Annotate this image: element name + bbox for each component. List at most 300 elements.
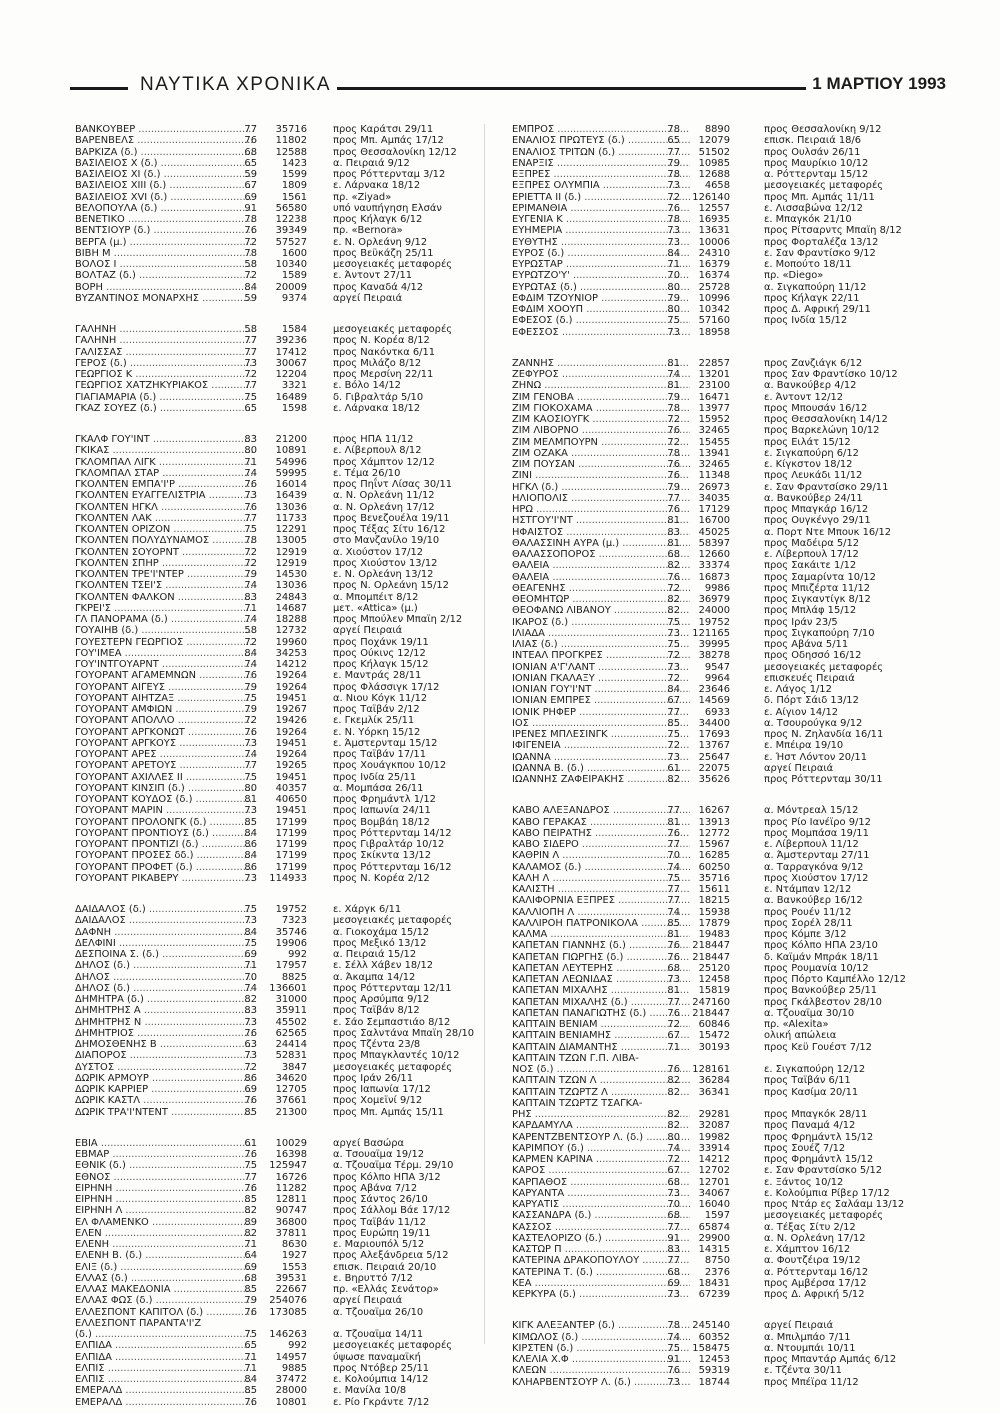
destination: ε. Μπαγκόκ 21/10	[764, 214, 852, 225]
ship-row	[512, 805, 917, 816]
ship-row	[512, 369, 917, 380]
build-year: 70	[667, 850, 680, 862]
tonnage: 25120	[698, 962, 730, 974]
ship-row	[512, 470, 917, 481]
tonnage: 16014	[275, 479, 307, 490]
build-year: 81	[667, 985, 680, 997]
destination: προς Χομεϊνί 9/12	[333, 1095, 423, 1107]
ship-name: ΙΟΝΙΑΝ ΓΟΥ'Ι'ΝΤ .....	[512, 684, 690, 695]
ship-row	[512, 448, 917, 459]
ship-name: ΔΩΡΙΚ ΤΡΑ'Ι'ΝΤΕΝΤ .....	[75, 1107, 253, 1118]
ship-row	[512, 740, 917, 751]
ship-name: ΚΑΠΤΑΙΝ ΤΖΩΝ Λ .....	[512, 1075, 690, 1086]
ship-name: ΓΟΥΟΡΑΝΤ ΑΧΙΛΛΕΣ ΙΙ .....	[75, 772, 253, 783]
left-column	[75, 124, 480, 1428]
destination: α. Φουτζέιρα 19/12	[764, 1255, 861, 1267]
tonnage: 19752	[698, 616, 730, 628]
destination: προς Ρουέν 11/12	[764, 906, 852, 918]
build-year: 76	[244, 1095, 257, 1107]
destination: α. Μόντρεαλ 15/12	[764, 805, 859, 817]
ship-row	[75, 760, 480, 771]
destination: α. Ν. Ορλεάνη 17/12	[764, 1232, 866, 1244]
build-year: 76	[667, 1064, 680, 1075]
ship-name: ΓΟΥΟΡΑΝΤ ΠΡΟΦΕΤ (δ.) .....	[75, 862, 253, 873]
tonnage: 19960	[275, 636, 307, 648]
build-year: 72	[244, 270, 257, 282]
destination: α. Γιοκοχάμα 15/12	[333, 926, 430, 938]
build-year: 85	[244, 1106, 257, 1118]
build-year: 91	[667, 1232, 680, 1244]
ship-name: ΖΕΦΥΡΟΣ .....	[512, 369, 690, 380]
destination: ολική απώλεια	[764, 1030, 837, 1042]
build-year: 75	[244, 1329, 257, 1340]
ship-name: ΓΚΟΛΝΤΕΝ ΦΑΛΚΟΝ .....	[75, 592, 253, 603]
destination: ε. Λίβερπουλ 11/12	[764, 839, 859, 850]
ship-row	[512, 895, 917, 906]
ship-row	[75, 248, 480, 259]
ship-name: ΓΟΥΟΡΑΝΤ ΜΑΡΙΝ .....	[75, 805, 253, 816]
build-year: 77	[244, 1171, 257, 1183]
ship-row	[75, 873, 480, 884]
column-divider	[484, 124, 485, 1344]
destination: προς Χουάγκπου 10/12	[333, 760, 447, 772]
tonnage: 19906	[275, 937, 307, 949]
tonnage: 12702	[698, 1165, 730, 1177]
tonnage: 17129	[698, 504, 730, 515]
destination: ε. Βόλο 14/12	[333, 380, 401, 392]
tonnage: 10891	[275, 445, 307, 457]
ship-row	[75, 1363, 480, 1374]
tonnage: 14687	[275, 602, 307, 614]
ship-name: ΖΙΜ ΚΑΟΣΙΟΥΓΚ .....	[512, 414, 690, 425]
tonnage: 45025	[698, 526, 730, 538]
ship-name: ΕΛ ΦΛΑΜΕΝΚΟ .....	[75, 1217, 253, 1228]
destination: προς Σαν Φραντίσκο 10/12	[764, 369, 898, 380]
tonnage: 37661	[275, 1095, 307, 1107]
ship-name: ΒΑΣΙΛΕΙΟΣ ΧΙ (δ.) .....	[75, 169, 253, 180]
ship-row	[512, 1075, 917, 1086]
build-year: 59	[244, 292, 257, 304]
build-year: 67	[667, 695, 680, 707]
build-year: 84	[244, 850, 257, 862]
ship-row	[75, 1374, 480, 1385]
destination: προς Ινδία 25/11	[333, 771, 417, 783]
ship-row	[512, 929, 917, 940]
ship-row	[75, 805, 480, 816]
build-year: 72	[244, 1061, 257, 1073]
build-year: 71	[244, 456, 257, 468]
ship-row	[512, 695, 917, 706]
tonnage: 34620	[275, 1072, 307, 1084]
build-year: 63	[244, 1039, 257, 1050]
ship-row	[75, 614, 480, 625]
ship-name: ΓΚΟΛΝΤΕΝ ΤΣΕΙ'Σ .....	[75, 580, 253, 591]
ship-row	[75, 225, 480, 236]
ship-name: ΙΟΝΙΑΝ ΓΚΑΛΑΞΥ .....	[512, 673, 690, 684]
tonnage: 14530	[275, 569, 307, 580]
ship-row	[512, 985, 917, 996]
tonnage: 24843	[275, 591, 307, 603]
destination: α. Νιου Κόγκ 11/12	[333, 692, 428, 704]
ship-name: ΚΑΠΕΤΑΝ ΓΙΩΡΓΗΣ (δ.) .....	[512, 952, 690, 963]
ship-row	[512, 1365, 917, 1376]
ship-row	[75, 1329, 480, 1340]
destination: προς Σορέλ 28/11	[764, 917, 853, 929]
tonnage: 32465	[698, 425, 730, 437]
tonnage: 39995	[698, 639, 730, 650]
tonnage: 8750	[704, 1255, 730, 1267]
ship-row	[512, 1064, 917, 1075]
ship-name: ΓΟΥΕΣΤΕΡΝ ΓΕΩΡΓΙΟΣ .....	[75, 637, 253, 648]
destination: πρ. «Bernora»	[333, 225, 403, 237]
build-year: 73	[244, 1016, 257, 1028]
ship-name: ΚΛΗΑΡΒΕΝΤΣΟΥΡ Λ. (δ.) .....	[512, 1377, 690, 1388]
destination: προς Κόλπο ΗΠΑ 3/12	[333, 1171, 441, 1183]
destination: προς Καράτσι 29/11	[333, 124, 434, 135]
build-year: 81	[667, 537, 680, 549]
build-year: 83	[667, 526, 680, 538]
destination: α. Σιγκαπούρη 11/12	[764, 281, 867, 293]
tonnage: 12079	[698, 135, 730, 147]
tonnage: 13036	[275, 501, 307, 513]
issue-date: 1 ΜΑΡΤΙΟΥ 1993	[806, 74, 946, 94]
ship-name: ΕΙΡΗΝΗ .....	[75, 1183, 253, 1194]
build-year: 77	[667, 1221, 680, 1233]
destination: μεσογειακές μεταφορές	[333, 915, 453, 927]
build-year: 77	[667, 839, 680, 850]
ship-row	[512, 650, 917, 661]
tonnage: 8890	[704, 124, 730, 135]
tonnage: 17199	[275, 827, 307, 839]
ship-name: ΔΙΑΠΟΡΟΣ .....	[75, 1050, 253, 1061]
ship-row	[75, 1039, 480, 1050]
ship-name: ΚΑΡΥΑΤΙΣ .....	[512, 1199, 690, 1210]
build-year: 77	[667, 805, 680, 817]
ship-row	[512, 527, 917, 538]
build-year: 73	[667, 661, 680, 673]
destination: προς Σουέζ 7/12	[764, 1142, 846, 1154]
ship-row	[512, 482, 917, 493]
ship-name: ΙΟΝΙΑΝ Α'Γ'ΛΑΝΤ .....	[512, 662, 690, 673]
tonnage: 59995	[275, 467, 307, 479]
tonnage: 40650	[275, 794, 307, 805]
tonnage: 19264	[275, 726, 307, 738]
ship-row	[75, 524, 480, 535]
destination: ε. Ν. Ορλεάνη 13/12	[333, 569, 434, 580]
destination: ε. Τζέντα 30/11	[764, 1365, 842, 1377]
tonnage: 16267	[698, 805, 730, 817]
tonnage: 34035	[698, 492, 730, 504]
tonnage: 12705	[275, 1084, 307, 1095]
destination: προς Ν. Κορέα 2/12	[333, 872, 430, 884]
ship-row	[512, 873, 917, 884]
destination: προς Ταϊβάν 2/12	[333, 704, 420, 715]
build-year: 72	[667, 191, 680, 203]
ship-row	[75, 1017, 480, 1028]
ship-row	[512, 459, 917, 470]
tonnage: 1599	[281, 169, 307, 180]
tonnage: 17879	[698, 917, 730, 929]
tonnage: 33914	[698, 1142, 730, 1154]
ship-name: ΚΑΠΤΑΙΝ ΤΖΩΝ Γ.Π. ΛΙΒΑ-	[512, 1052, 639, 1064]
ship-name: ΒΕΡΓΑ (μ.) .....	[75, 237, 253, 248]
destination: προς Ποχάνκ 19/11	[333, 636, 429, 648]
ship-row	[512, 225, 917, 236]
ship-row	[512, 907, 917, 918]
ship-row	[512, 918, 917, 929]
destination: ε. Λάγος 1/12	[764, 684, 832, 695]
ship-row	[75, 904, 480, 915]
tonnage: 37811	[275, 1227, 307, 1239]
ship-row	[75, 772, 480, 783]
ship-row	[512, 293, 917, 304]
ship-name: ΓΟΥΟΡΑΝΤ ΑΡΓΚΟΝΩΤ .....	[75, 727, 253, 738]
destination: α. Χιούστον 17/12	[333, 546, 424, 558]
destination: α. Άκαμπα 14/12	[333, 971, 416, 983]
ship-row	[512, 1267, 917, 1278]
ship-row	[512, 203, 917, 214]
tonnage: 15455	[698, 436, 730, 448]
build-year: 69	[244, 949, 257, 960]
ship-row	[512, 617, 917, 628]
ship-name: ΚΛΕΛΙΑ Χ.Φ .....	[512, 1354, 690, 1365]
build-year: 71	[667, 259, 680, 270]
build-year: 81	[667, 357, 680, 369]
ship-name: ΕΜΕΡΑΛΔ .....	[75, 1397, 253, 1408]
build-year: 78	[667, 402, 680, 414]
build-year: 73	[667, 225, 680, 237]
build-year: 86	[244, 861, 257, 873]
build-year: 82	[244, 1227, 257, 1239]
destination: αργεί Πειραιά	[764, 762, 834, 774]
destination: προς Ρουμανία 10/12	[764, 962, 869, 974]
ship-name: ΚΑΡΠΑΘΟΣ .....	[512, 1177, 690, 1188]
ship-name: ΕΥΘΥΤΗΣ .....	[512, 237, 690, 248]
build-year: 78	[667, 169, 680, 180]
tonnage: 992	[288, 1340, 307, 1352]
build-year: 74	[244, 659, 257, 670]
destination: μεσογειακές μεταφορές	[333, 1061, 453, 1073]
build-year: 58	[244, 625, 257, 637]
tonnage: 19451	[275, 805, 307, 817]
build-year: 82	[667, 594, 680, 605]
ship-row	[75, 547, 480, 558]
ship-row	[75, 468, 480, 479]
ship-row	[512, 147, 917, 158]
ship-row	[512, 673, 917, 684]
tonnage: 57160	[698, 315, 730, 327]
ship-name: ΚΑΛΑΜΟΣ (δ.) .....	[512, 862, 690, 873]
destination: α. Βανκούβερ 16/12	[764, 895, 863, 907]
tonnage: 28000	[275, 1385, 307, 1397]
ship-row	[75, 192, 480, 203]
destination: ε. Σαν Φραντίσκο 9/12	[764, 247, 876, 259]
build-year: 75	[244, 391, 257, 403]
ship-row	[75, 158, 480, 169]
destination: επισκευές Πειραιά	[764, 672, 855, 684]
ship-row	[75, 648, 480, 659]
destination: προς Μαδέιρα 5/12	[764, 537, 860, 549]
build-year: 73	[244, 872, 257, 884]
ship-name: ΓΚΟΛΝΤΕΝ ΟΡΙΖΟΝ .....	[75, 524, 253, 535]
destination: προς Χάμπτον 12/12	[333, 456, 435, 468]
ship-row	[75, 214, 480, 225]
build-year: 64	[244, 1250, 257, 1262]
build-year: 82	[667, 774, 680, 785]
tonnage: 17693	[698, 729, 730, 740]
ship-row	[512, 1143, 917, 1154]
build-year: 72	[244, 715, 257, 727]
build-year: 72	[244, 546, 257, 558]
ship-row	[75, 960, 480, 971]
destination: προς Σάντος 26/10	[333, 1194, 428, 1205]
right-column	[512, 124, 917, 1408]
ship-row	[75, 580, 480, 591]
ship-section	[75, 324, 480, 414]
build-year: 71	[244, 960, 257, 972]
build-year: 67	[667, 1030, 680, 1042]
build-year: 73	[667, 236, 680, 248]
ship-row	[512, 572, 917, 583]
build-year: 72	[667, 740, 680, 752]
destination: α. Τσουρούγκα 9/12	[764, 717, 863, 729]
ship-row	[75, 1138, 480, 1149]
build-year: 75	[244, 904, 257, 915]
build-year: 79	[244, 681, 257, 693]
tonnage: 4658	[704, 180, 730, 192]
destination: πρ. «Ziyad»	[333, 191, 392, 203]
ship-name: ΖΙΜ ΟΖΑΚΑ .....	[512, 448, 690, 459]
tonnage: 158475	[692, 1342, 730, 1354]
ship-row	[512, 327, 917, 338]
tonnage: 125947	[269, 1160, 307, 1172]
ship-name: ΓΟΥ'ΙΜΕΑ .....	[75, 648, 253, 659]
tonnage: 7323	[281, 915, 307, 927]
ship-name: ΔΩΡΙΚ ΚΑΣΤΛ .....	[75, 1095, 253, 1106]
ship-row	[512, 839, 917, 850]
tonnage: 12588	[275, 146, 307, 158]
build-year: 73	[667, 1289, 680, 1300]
build-year: 74	[667, 906, 680, 918]
ship-row	[75, 1228, 480, 1239]
ship-name: ΘΕΟΜΗΤΩΡ .....	[512, 594, 690, 605]
ship-name: ΘΑΛΑΣΣΙΝΗ ΑΥΡΑ (μ.) .....	[512, 538, 690, 549]
build-year: 74	[667, 1142, 680, 1154]
ship-name: ΓΟΥ'ΙΝΤΓΟΥΑΡΝΤ .....	[75, 659, 253, 670]
build-year: 84	[667, 684, 680, 695]
ship-row	[75, 637, 480, 648]
tonnage: 19982	[698, 1131, 730, 1143]
ship-row	[75, 502, 480, 513]
build-year: 68	[667, 962, 680, 974]
build-year: 77	[667, 884, 680, 895]
build-year: 71	[244, 1351, 257, 1363]
build-year: 82	[667, 1086, 680, 1098]
ship-name: ΚΑΠΕΤΑΝ ΠΑΝΑΓΙΩΤΗΣ (δ.) .....	[512, 1008, 690, 1019]
destination: προς Μπ. Αμπάς 11/11	[764, 191, 875, 203]
destination: ε. Μανίλα 10/8	[333, 1385, 407, 1397]
ship-name: ΕΒΙΑ .....	[75, 1138, 253, 1149]
destination: αργεί Πειραιά	[333, 625, 403, 637]
destination: μετ. «Attica» (μ.)	[333, 602, 418, 614]
ship-row	[75, 569, 480, 580]
tonnage: 23100	[698, 380, 730, 392]
tonnage: 34253	[275, 647, 307, 659]
ship-name: ΕΦΔΙΜ ΤΖΟΥΝΙΟΡ .....	[512, 293, 690, 304]
destination: προς Ουγκένγο 29/11	[764, 515, 871, 527]
ship-name: ΙΛΙΑΣ (δ.) .....	[512, 639, 690, 650]
ship-name: ΚΑΠΤΑΙΝ ΒΕΝΙΑΜ .....	[512, 1019, 690, 1030]
ship-row	[75, 270, 480, 281]
destination: α. Πορτ Ντε Μπουκ 16/12	[764, 526, 892, 538]
ship-row	[75, 513, 480, 524]
destination: προς Κήλαγκ 6/12	[333, 214, 423, 225]
ship-name: ΕΡΙΜΑΝΘΙΑ .....	[512, 203, 690, 214]
destination: προς Ιαπωνία 17/12	[333, 1084, 431, 1095]
ship-name: ΕΦΕΣΣΟΣ .....	[512, 327, 690, 338]
ship-name: ΔΗΜΟΣΘΕΝΗΣ Β .....	[75, 1039, 253, 1050]
ship-row	[75, 293, 480, 304]
ship-name: ΒΑΡΚΙΖΑ (δ.) .....	[75, 147, 253, 158]
destination: υπό ναυπήγηση Ελσάν	[333, 202, 442, 214]
tonnage: 13036	[275, 580, 307, 592]
destination: προς Ν. Κορέα 8/12	[333, 335, 430, 347]
build-year: 85	[244, 1284, 257, 1295]
build-year: 85	[667, 917, 680, 929]
tonnage: 16374	[698, 270, 730, 282]
ship-name: ΚΑΠΤΑΙΝ ΔΙΑΜΑΝΤΗΣ .....	[512, 1042, 690, 1053]
tonnage: 218447	[692, 951, 730, 963]
ship-row	[512, 403, 917, 414]
destination: προς Γιβραλτάρ 10/12	[333, 839, 445, 850]
ship-row	[512, 594, 917, 605]
ship-row	[75, 369, 480, 380]
ship-name: ΒΕΝΤΣΙΟΥΡ (δ.) .....	[75, 225, 253, 236]
ship-row	[512, 583, 917, 594]
build-year: 73	[244, 915, 257, 927]
build-year: 73	[667, 1187, 680, 1199]
tonnage: 128161	[692, 1064, 730, 1075]
build-year: 73	[667, 326, 680, 338]
destination: προς Θεσσαλονίκη 12/12	[333, 146, 457, 158]
ship-name: ΗΡΩ .....	[512, 504, 690, 515]
ship-row	[75, 434, 480, 445]
ship-row	[75, 1050, 480, 1061]
ship-name: ΕΝΑΛΙΟΣ ΤΡΙΤΩΝ (δ.) .....	[512, 147, 690, 158]
ship-name: ΗΛΙΟΠΟΛΙΣ .....	[512, 493, 690, 504]
build-year: 78	[667, 214, 680, 225]
tonnage: 1423	[281, 157, 307, 169]
ship-row	[75, 237, 480, 248]
ship-name: ΚΑΠΕΤΑΝ ΓΙΑΝΝΗΣ (δ.) .....	[512, 940, 690, 951]
tonnage: 56580	[275, 202, 307, 214]
destination: προς Πηΐντ Λίσας 30/11	[333, 479, 453, 490]
ship-row	[75, 1262, 480, 1273]
destination: ε. Λίβερπουλ 17/12	[764, 549, 859, 560]
build-year: 72	[244, 557, 257, 569]
tonnage: 18744	[698, 1376, 730, 1388]
ship-name: ΔΗΜΗΤΡΗΣ Α .....	[75, 1005, 253, 1016]
destination: ε. Σαν Φραντσίσκο 5/12	[764, 1165, 883, 1177]
destination: α. Μπομπέιτ 8/12	[333, 591, 419, 603]
destination: προς Ιαπωνία 24/11	[333, 805, 431, 817]
destination: ε. Βηρυττό 7/12	[333, 1272, 413, 1284]
destination: προς Μαυρίκιο 10/12	[764, 157, 869, 169]
ship-row	[75, 659, 480, 670]
build-year: 84	[244, 827, 257, 839]
build-year: 82	[244, 994, 257, 1005]
ship-name: ΓΟΥΟΡΑΝΤ ΡΙΚΑΒΕΡΥ .....	[75, 873, 253, 884]
